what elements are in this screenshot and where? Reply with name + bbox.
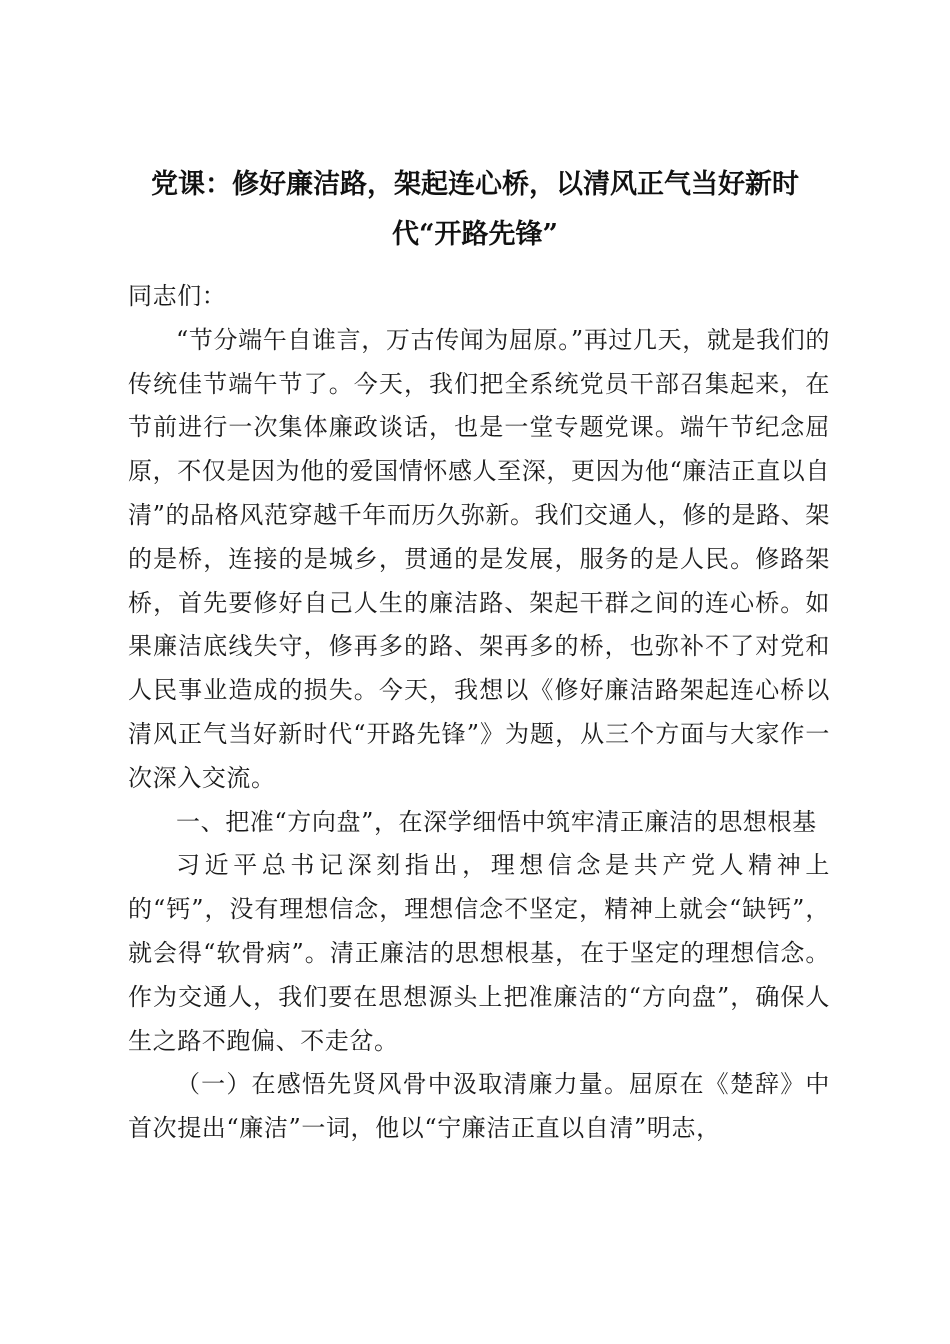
document-title: 党课：修好廉洁路，架起连心桥，以清风正气当好新时代“开路先锋” bbox=[151, 169, 799, 250]
paragraph-intro: “节分端午自谁言，万古传闻为屈原。”再过几天，就是我们的传统佳节端午节了。今天，我们把全系统党员干部召集起来，在节前进行一次集体廉政谈话，也是一堂专题党课。端午节纪念屈原，不仅是因为他的爱国情怀感人至深，更因为他“廉洁正直以自清”的品格风范穿越千年而历久弥新。我们交通人，修的是路、架的是桥，连接的是城乡，贯通的是发展，服务的是人民。修路架桥，首先要修好自己人生的廉洁路、架起干群之间的连心桥。如果廉洁底线失守，修再多的路、架再多的桥，也弥补不了对党和人民事业造成的损失。今天，我想以《修好廉洁路架起连心桥以清风正气当好新时代“开路先锋”》为题，从三个方面与大家作一次深入交流。 bbox=[128, 325, 830, 792]
section-heading-1: 一、把准“方向盘”，在深学细悟中筑牢清正廉洁的思想根基 bbox=[176, 807, 817, 836]
document-body bbox=[128, 275, 830, 1151]
salutation: 同志们： bbox=[128, 282, 227, 310]
paragraph-subsection-1: （一）在感悟先贤风骨中汲取清廉力量。屈原在《楚辞》中首次提出“廉洁”一词，他以“宁廉洁正直以自清”明志， bbox=[128, 1070, 830, 1143]
paragraph-section-1: 习近平总书记深刻指出，理想信念是共产党人精神上的“钙”，没有理想信念，理想信念不坚定，精神上就会“缺钙”，就会得“软骨病”。清正廉洁的思想根基，在于坚定的理想信念。作为交通人，我们要在思想源头上把准廉洁的“方向盘”，确保人生之路不跑偏、不走岔。 bbox=[128, 851, 830, 1055]
